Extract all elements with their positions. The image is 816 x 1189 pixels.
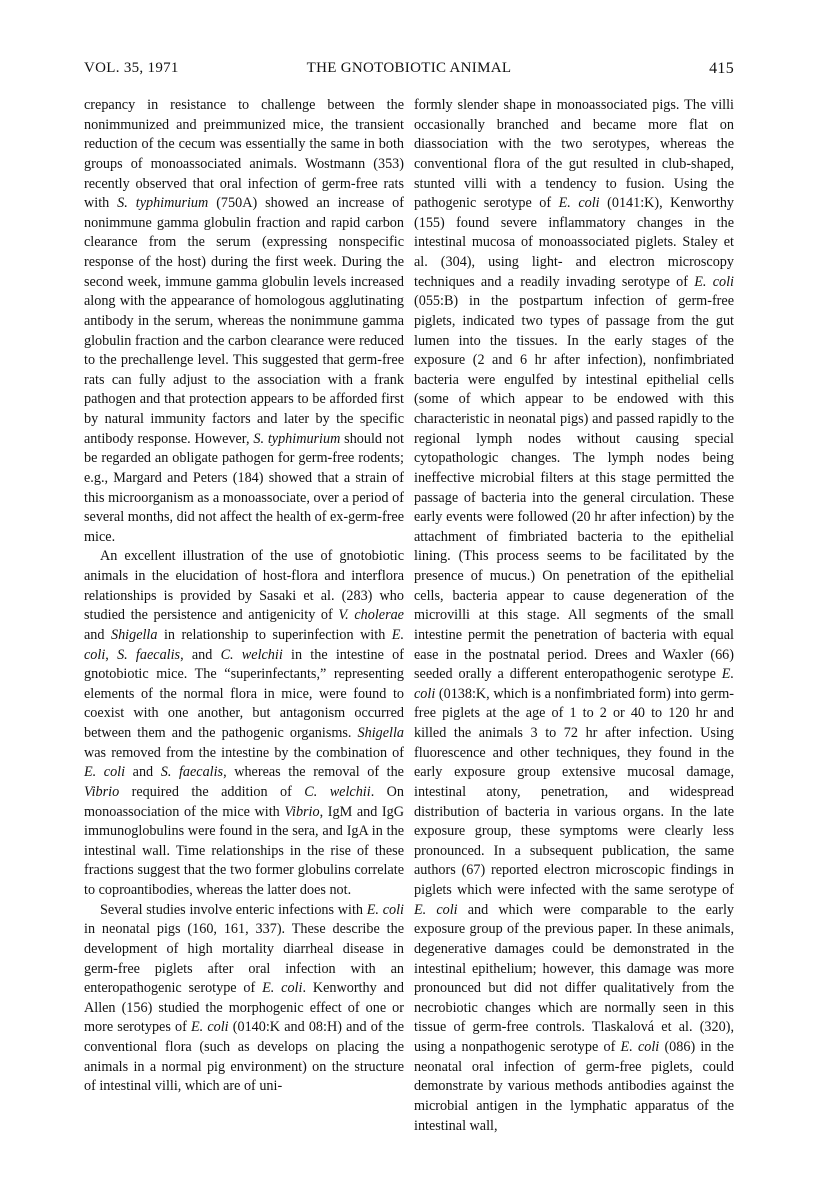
text-run: required the addition of — [119, 783, 305, 800]
text-run: , and — [180, 646, 221, 663]
italic-term: E. coli — [620, 1039, 660, 1055]
text-run: in relationship to superinfection with — [157, 626, 392, 643]
text-run: was removed from the intestine by the combination of — [84, 744, 404, 761]
italic-term: E. coli — [84, 626, 404, 663]
volume-label: VOL. 35, 1971 — [84, 60, 179, 76]
italic-term: C. welchii — [304, 783, 371, 800]
italic-term: E. coli — [190, 1019, 229, 1036]
italic-term: S. faecalis — [160, 764, 224, 781]
body-paragraph — [414, 96, 734, 1136]
italic-term: E. coli — [262, 980, 303, 997]
italic-term: E. coli — [84, 764, 126, 781]
text-run: (0140:K and 08:H) and of the conventional flora (such as develops on placing the animals in a normal pig environment) on the structure of intestinal villi, which are of uni- — [84, 1019, 404, 1095]
italic-term: E. coli — [414, 666, 734, 702]
text-run: in the intestine of gnotobiotic mice. The “superinfectants,” representing elements of the normal flora in mice, were found to coexist with one another, but antagonism occurred between them and the pathogenic organisms. — [84, 646, 404, 741]
text-run: and which were comparable to the early exposure group of the previous paper. In these animals, degenerative damages could be demonstrated in the intestinal epithelium; however, this damage was more pronounced but did not differ qualitatively from the necrobiotic changes which are normally seen in this tissue of germ-free controls. Tlaskalová et al. (320), using a nonpathogenic serotype of — [414, 901, 734, 1055]
italic-term: Shigella — [110, 626, 158, 643]
text-run: should not be regarded an obligate pathogen for germ-free rodents; e.g., Margard and Peters (184) showed that a strain of this microorganism as a monoassociate, over a period of several months, did not affect the health of ex-germ-free mice. — [84, 430, 405, 545]
text-run: , — [105, 646, 118, 663]
text-run: formly slender shape in monoassociated pigs. The villi occasionally branched and became more flat on diassociation with the two serotypes, whereas the conventional flora of the gut resulted in club-shaped, stunted villi with a tendency to fusion. Using the pathogenic serotype of — [414, 97, 734, 212]
text-run: (055:B) in the postpartum infection of germ-free piglets, indicated two types of passage from the gut lumen into the tissues. In the early stages of the exposure (2 and 6 hr after infection), nonfimbriated bacteria were engulfed by intestinal epithelial cells (some of which appear to be endowed with this characteristic in neonatal pigs) and passed rapidly to the regional lymph nodes without causing special cytopathologic changes. The lymph nodes being ineffective microbial filters at this stage permitted the passage of bacteria into the general circulation. These early events were followed (20 hr after infection) by the attachment of fimbriated bacteria to the epithelial lining. (This process seems to be facilitated by the presence of mucus.) On penetration of the epithelial cells, bacteria appear to cause degeneration of the microvilli at this stage. All segments of the small intestine permit the penetration of bacteria with equal ease in the postnatal period. Drees and Waxler (66) seeded orally a different enteropathogenic serotype — [414, 293, 734, 683]
text-run: , whereas the removal of the — [223, 764, 404, 781]
italic-term: C. welchii — [220, 646, 283, 663]
italic-term: E. coli — [414, 901, 458, 918]
text-run: (0141:K), Kenworthy (155) found severe inflammatory changes in the intestinal mucosa of monoassociated piglets. Staley et al. (304), using light- and electron microscopy techniques and a readily invading serotype of — [414, 195, 735, 290]
italic-term: Vibrio — [284, 803, 320, 820]
text-run: . Kenworthy and Allen (156) studied the morphogenic effect of one or more serotypes of — [84, 980, 404, 1036]
text-run: and — [84, 626, 111, 643]
left-column — [84, 96, 404, 1097]
text-run: crepancy in resistance to challenge between the nonimmunized and preimmunized mice, the transient reduction of the cecum was essentially the same in both groups of monoassociated animals. Wostmann (353) recently observed that oral infection of germ-free rats with — [84, 97, 404, 212]
italic-term: V. cholerae — [338, 607, 404, 624]
body-paragraph — [84, 547, 404, 900]
text-run: in neonatal pigs (160, 161, 337). These describe the development of high mortality diarrheal disease in germ-free piglets after oral infection with an enteropathogenic serotype of — [84, 921, 404, 997]
text-run: An excellent illustration of the use of gnotobiotic animals in the elucidation of host-flora and interflora relationships is provided by Sasaki et al. (283) who studied the persistence and antigenicity of — [84, 548, 404, 624]
italic-term: E. coli — [694, 273, 734, 290]
text-run: . On monoassociation of the mice with — [84, 783, 404, 820]
text-run: (086) in the neonatal oral infection of germ-free piglets, could demonstrate by various methods antibodies against the microbial antigen in the lymphatic apparatus of the intestinal wall, — [414, 1039, 734, 1134]
italic-term: E. coli — [558, 195, 600, 212]
text-run: , IgM and IgG immunoglobulins were found in the sera, and IgA in the intestinal wall. Time relationships in the rise of these fractions suggest that the two former globulins correlate to coproantibodies, whereas the latter does not. — [84, 803, 404, 898]
text-run: and — [125, 764, 161, 781]
body-paragraph — [84, 901, 404, 1097]
italic-term: S. typhimurium — [253, 430, 341, 447]
body-paragraph — [84, 96, 404, 547]
text-run: Several studies involve enteric infections with — [100, 901, 367, 918]
italic-term: S. faecalis — [117, 646, 181, 663]
running-header — [84, 60, 734, 88]
running-title: THE GNOTOBIOTIC ANIMAL — [306, 60, 512, 76]
page-number: 415 — [709, 60, 734, 77]
text-run: (750A) showed an increase of nonimmune gamma globulin fraction and rapid carbon clearance from the serum (expressing nonspecific response of the host) during the first week. During the second week, immune gamma globulin levels increased along with the appearance of homologous agglutinating antibody in the serum, whereas the nonimmune gamma globulin fraction and the carbon clearance were reduced to the prechallenge level. This suggested that germ-free rats can fully adjust to the association with a frank pathogen and that protection appears to be afforded first by natural immunity factors and later by the specific antibody response. However, — [84, 195, 404, 447]
italic-term: S. typhimurium — [117, 195, 209, 212]
text-run: (0138:K, which is a nonfimbriated form) into germ-free piglets at the age of 1 to 2 or 40 to 120 hr and killed the animals 3 to 72 hr after infection. Using fluorescence and other techniques, they found in the early exposure group extensive mucosal damage, intestinal atony, penetration, and widespread distribution of bacteria in various organs. In the late exposure group, these symptoms were clearly less pronounced. In a subsequent publication, the same authors (67) reported electron microscopic findings in piglets which were infected with the same serotype of — [414, 685, 734, 898]
italic-term: E. coli — [366, 901, 404, 918]
italic-term: Vibrio — [84, 783, 120, 800]
right-column — [414, 96, 734, 1136]
italic-term: Shigella — [357, 725, 404, 741]
